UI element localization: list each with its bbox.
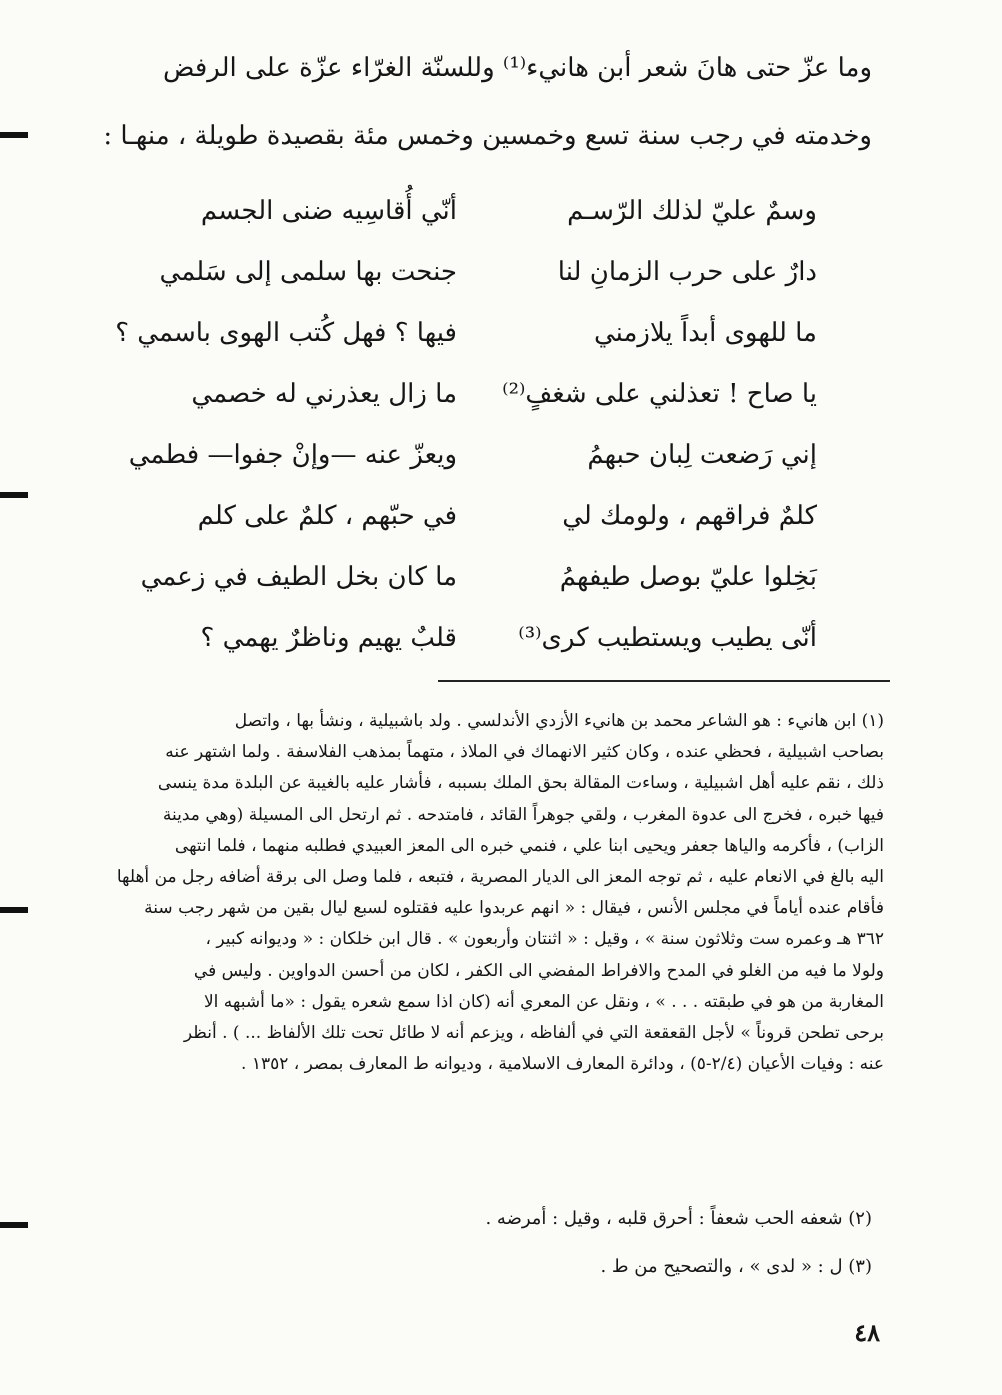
footnote-line: عنه : وفيات الأعيان (٢/٤-٥) ، ودائرة المعارف الاسلامية ، وديوانه ط المعارف بمصر ، ١٣٥٢ . — [241, 1054, 884, 1075]
footnote-line: ذلك ، نقم عليه أهل اشبيلية ، وساءت المقالة بحق الملك بسببه ، فأشار عليه بالغيبة عن البلدة مدة ينسى — [157, 773, 884, 794]
verse-first-hemistich: إني رَضعت لِبان حبهمُ — [587, 439, 817, 470]
intro-line-1: وما عزّ حتى هانَ شعر أبن هانيء⁽¹⁾ وللسنّة الغرّاء عزّة على الرفض — [163, 53, 872, 83]
verse-first-hemistich: يا صاح ! تعذلني على شغفٍ⁽²⁾ — [502, 378, 817, 409]
verse-first-hemistich: بَخِلوا عليّ بوصل طيفهمُ — [559, 561, 817, 592]
verse-first-hemistich: وسمٌ عليّ لذلك الرّسـم — [567, 195, 817, 226]
footnote-line: فأقام عنده أياماً في مجلس الأنس ، فيقال : « انهم عربدوا عليه فقتلوه لسبع ليال بقين من شهر رجب سنة — [144, 898, 884, 919]
verse-second-hemistich: فيها ؟ فهل كُتب الهوى باسمي ؟ — [115, 317, 457, 348]
verse-second-hemistich: في حبّهم ، كلمٌ على كلم — [197, 500, 457, 531]
scan-edge-mark — [0, 907, 28, 913]
verse — [177, 180, 817, 241]
verse-second-hemistich: ما كان بخل الطيف في زعمي — [140, 561, 457, 592]
scan-edge-mark — [0, 132, 28, 138]
verse-second-hemistich: قلبٌ يهيم وناظرٌ يهمي ؟ — [200, 622, 457, 653]
verse — [177, 363, 817, 424]
verse-second-hemistich: ما زال يعذرني له خصمي — [191, 378, 457, 409]
footnote-line: برحى تطحن قروناً » لأجل القعقعة التي في ألفاظه ، ويزعم أنه لا طائل تحت تلك الألفاظ ... ) . أنظر — [183, 1022, 884, 1043]
verse — [115, 302, 817, 363]
verse-first-hemistich: أنّى يطيب ويستطيب كرى⁽³⁾ — [518, 622, 817, 653]
page-number: ٤٨ — [854, 1318, 880, 1347]
verse — [177, 607, 817, 668]
footnote-2: (٢) شعفه الحب شعفاً : أحرق قلبه ، وقيل : أمرضه . — [485, 1208, 872, 1229]
footnote-3: (٣) ل : « لدى » ، والتصحيح من ط . — [600, 1256, 872, 1277]
intro-line-2: وخدمته في رجب سنة تسع وخمسين وخمس مئة بقصيدة طويلة ، منهـا : — [103, 121, 872, 151]
verse — [140, 546, 817, 607]
verse-first-hemistich: كلمٌ فراقهم ، ولومك لي — [562, 500, 817, 531]
scan-edge-mark — [0, 492, 28, 498]
verse-first-hemistich: ما للهوى أبداً يلازمني — [593, 317, 817, 348]
verse — [159, 241, 817, 302]
footnote-1 — [112, 706, 884, 1080]
footnote-line: فيها خبره ، فخرج الى عدوة المغرب ، ولقي جوهراً القائد ، فامتدحه . ثم ارتحل الى المسيلة (وهي مدينة — [162, 804, 884, 825]
footnote-line: ٣٦٢ هـ وعمره ست وثلاثون سنة » ، وقيل : « اثنتان وأربعون » . قال ابن خلكان : « وديوانه كبير ، — [205, 929, 884, 950]
verse-first-hemistich: دارٌ على حرب الزمانِ لنا — [557, 256, 817, 287]
footnote-line: الزاب) ، فأكرمه والياها جعفر ويحيى ابنا علي ، فنمي خبره الى المعز العبيدي فطلبه منهما ، فلما انتهى — [174, 835, 884, 856]
verse-second-hemistich: جنحت بها سلمى إلى سَلمي — [159, 256, 457, 287]
verse-second-hemistich: أنّي أُقاسِيه ضنى الجسم — [200, 195, 457, 226]
verse — [128, 424, 817, 485]
footnote-line: بصاحب اشبيلية ، فحظي عنده ، وكان كثير الانهماك في الملاذ ، متهماً بمذهب الفلاسفة . ولما اشتهر عنه — [165, 742, 884, 763]
footnote-line: (١) ابن هانيء : هو الشاعر محمد بن هانيء الأزدي الأندلسي . ولد باشبيلية ، ونشأ بها ، واتصل — [234, 711, 884, 731]
footnote-line: اليه بالغ في الانعام عليه ، ثم توجه المعز الى الديار المصرية ، فتبعه ، فلما وصل الى برقة أضافه رجل من أهلها — [116, 866, 884, 887]
footnote-line: ولولا ما فيه من الغلو في المدح والافراط المفضي الى الكفر ، لكان من أحسن الدواوين . وليس في — [193, 960, 884, 981]
poem — [115, 180, 817, 668]
footnote-divider — [438, 680, 890, 682]
scan-edge-mark — [0, 1222, 28, 1228]
verse — [177, 485, 817, 546]
verse-second-hemistich: ويعزّ عنه —وإنْ جفوا— فطمي — [128, 439, 457, 470]
footnote-line: المغاربة من هو في طبقته . . . » ، ونقل عن المعري أنه (كان اذا سمع شعره يقول : «ما أشبهه الا — [203, 991, 884, 1012]
